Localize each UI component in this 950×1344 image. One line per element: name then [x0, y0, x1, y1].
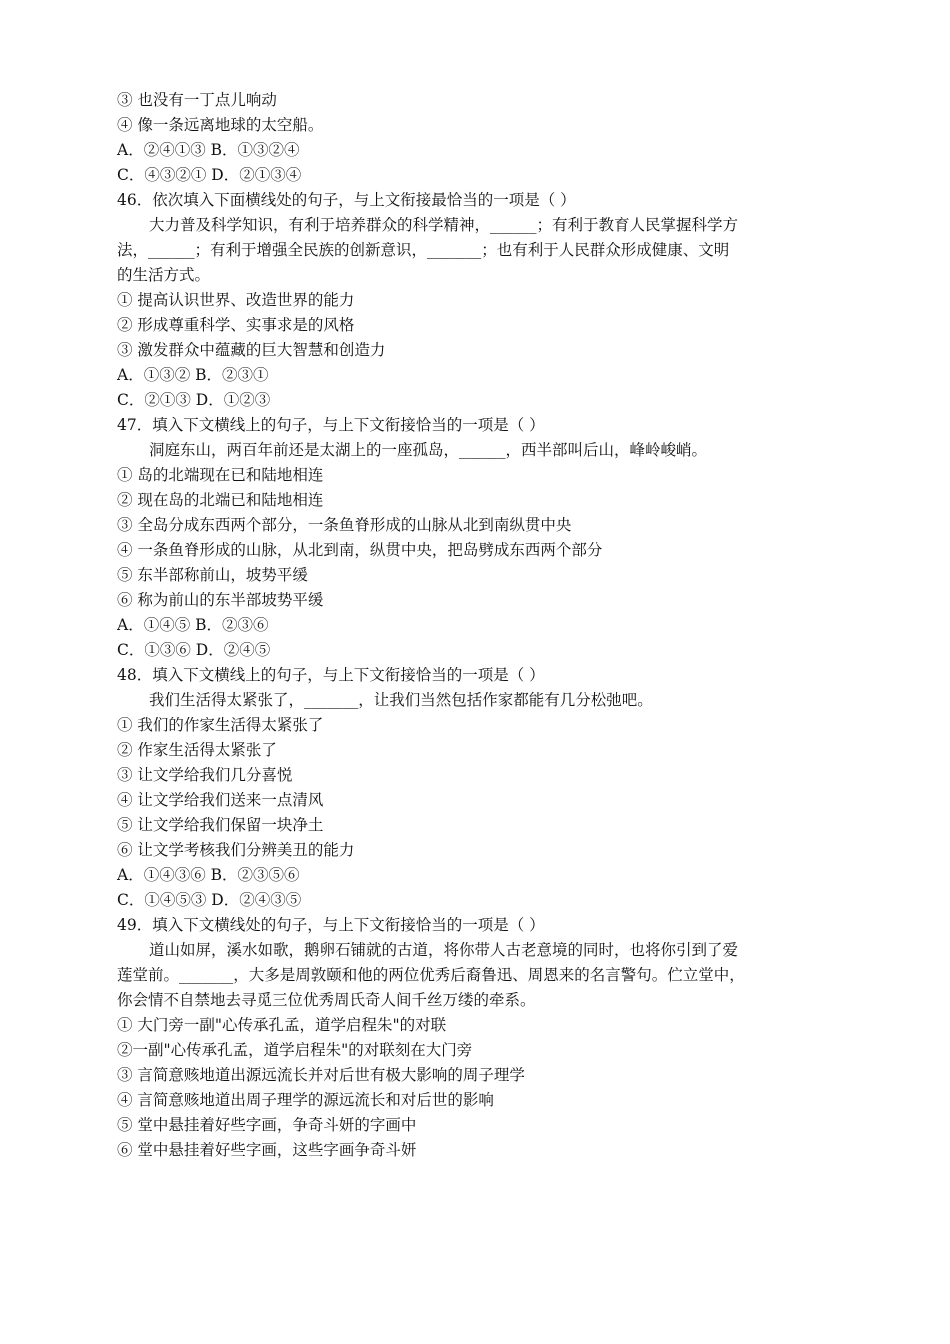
option-line: ④ 一条鱼脊形成的山脉，从北到南，纵贯中央，把岛劈成东西两个部分 [117, 541, 603, 559]
option-line: ② 形成尊重科学、实事求是的风格 [117, 316, 355, 334]
option-line: ⑤ 堂中悬挂着好些字画，争奇斗妍的字画中 [117, 1116, 417, 1134]
option-line: ③ 也没有一丁点儿响动 [117, 91, 277, 109]
answer-choice-line: C．④③②① D．②①③④ [117, 166, 302, 184]
answer-choice-line: A．②④①③ B．①③②④ [117, 141, 300, 159]
option-line: ⑥ 堂中悬挂着好些字画，这些字画争奇斗妍 [117, 1141, 417, 1159]
question-stem: 46．依次填入下面横线处的句子，与上文衔接最恰当的一项是（ ） [117, 191, 576, 209]
option-line: ⑥ 让文学考核我们分辨美丑的能力 [117, 841, 355, 859]
option-line: ① 岛的北端现在已和陆地相连 [117, 466, 324, 484]
answer-choice-line: C．②①③ D．①②③ [117, 391, 271, 409]
passage-line: 大力普及科学知识，有利于培养群众的科学精神，______；有利于教育人民掌握科学方 [149, 216, 739, 234]
passage-line: 道山如屏，溪水如歌，鹅卵石铺就的古道，将你带人古老意境的同时，也将你引到了爱 [149, 941, 739, 959]
passage-line: 莲堂前。_______，大多是周敦颐和他的两位优秀后裔鲁迅、周恩来的名言警句。伫立堂中， [117, 966, 745, 984]
passage-line: 我们生活得太紧张了，_______，让我们当然包括作家都能有几分松弛吧。 [149, 691, 653, 709]
question-stem: 49．填入下文横线处的句子，与上下文衔接恰当的一项是（ ） [117, 916, 545, 934]
option-line: ① 我们的作家生活得太紧张了 [117, 716, 324, 734]
option-line: ⑥ 称为前山的东半部坡势平缓 [117, 591, 324, 609]
answer-choice-line: C．①③⑥ D．②④⑤ [117, 641, 271, 659]
option-line: ① 提高认识世界、改造世界的能力 [117, 291, 355, 309]
answer-choice-line: C．①④⑤③ D．②④③⑤ [117, 891, 302, 909]
passage-line: 你会情不自禁地去寻觅三位优秀周氏奇人间千丝万缕的牵系。 [117, 991, 536, 1009]
option-line: ③ 激发群众中蕴藏的巨大智慧和创造力 [117, 341, 386, 359]
option-line: ③ 全岛分成东西两个部分，一条鱼脊形成的山脉从北到南纵贯中央 [117, 516, 572, 534]
option-line: ②一副"心传承孔孟，道学启程朱"的对联刻在大门旁 [117, 1041, 473, 1059]
option-line: ④ 言简意赅地道出周子理学的源远流长和对后世的影响 [117, 1091, 494, 1109]
option-line: ② 作家生活得太紧张了 [117, 741, 277, 759]
passage-line: 的生活方式。 [117, 266, 211, 284]
option-line: ⑤ 东半部称前山，坡势平缓 [117, 566, 308, 584]
answer-choice-line: A．①④⑤ B．②③⑥ [117, 616, 269, 634]
option-line: ① 大门旁一副"心传承孔孟，道学启程朱"的对联 [117, 1016, 447, 1034]
option-line: ③ 让文学给我们几分喜悦 [117, 766, 293, 784]
answer-choice-line: A．①③② B．②③① [117, 366, 269, 384]
option-line: ④ 像一条远离地球的太空船。 [117, 116, 324, 134]
answer-choice-line: A．①④③⑥ B．②③⑤⑥ [117, 866, 300, 884]
option-line: ② 现在岛的北端已和陆地相连 [117, 491, 324, 509]
question-stem: 47．填入下文横线上的句子，与上下文衔接恰当的一项是（ ） [117, 416, 545, 434]
option-line: ④ 让文学给我们送来一点清风 [117, 791, 324, 809]
option-line: ③ 言简意赅地道出源远流长并对后世有极大影响的周子理学 [117, 1066, 525, 1084]
passage-line: 洞庭东山，两百年前还是太湖上的一座孤岛，______，西半部叫后山，峰岭峻峭。 [149, 441, 708, 459]
passage-line: 法，______；有利于增强全民族的创新意识，_______；也有利于人民群众形成健康、文明 [117, 241, 730, 259]
option-line: ⑤ 让文学给我们保留一块净土 [117, 816, 324, 834]
question-stem: 48．填入下文横线上的句子，与上下文衔接恰当的一项是（ ） [117, 666, 545, 684]
document-page [117, 88, 817, 1163]
